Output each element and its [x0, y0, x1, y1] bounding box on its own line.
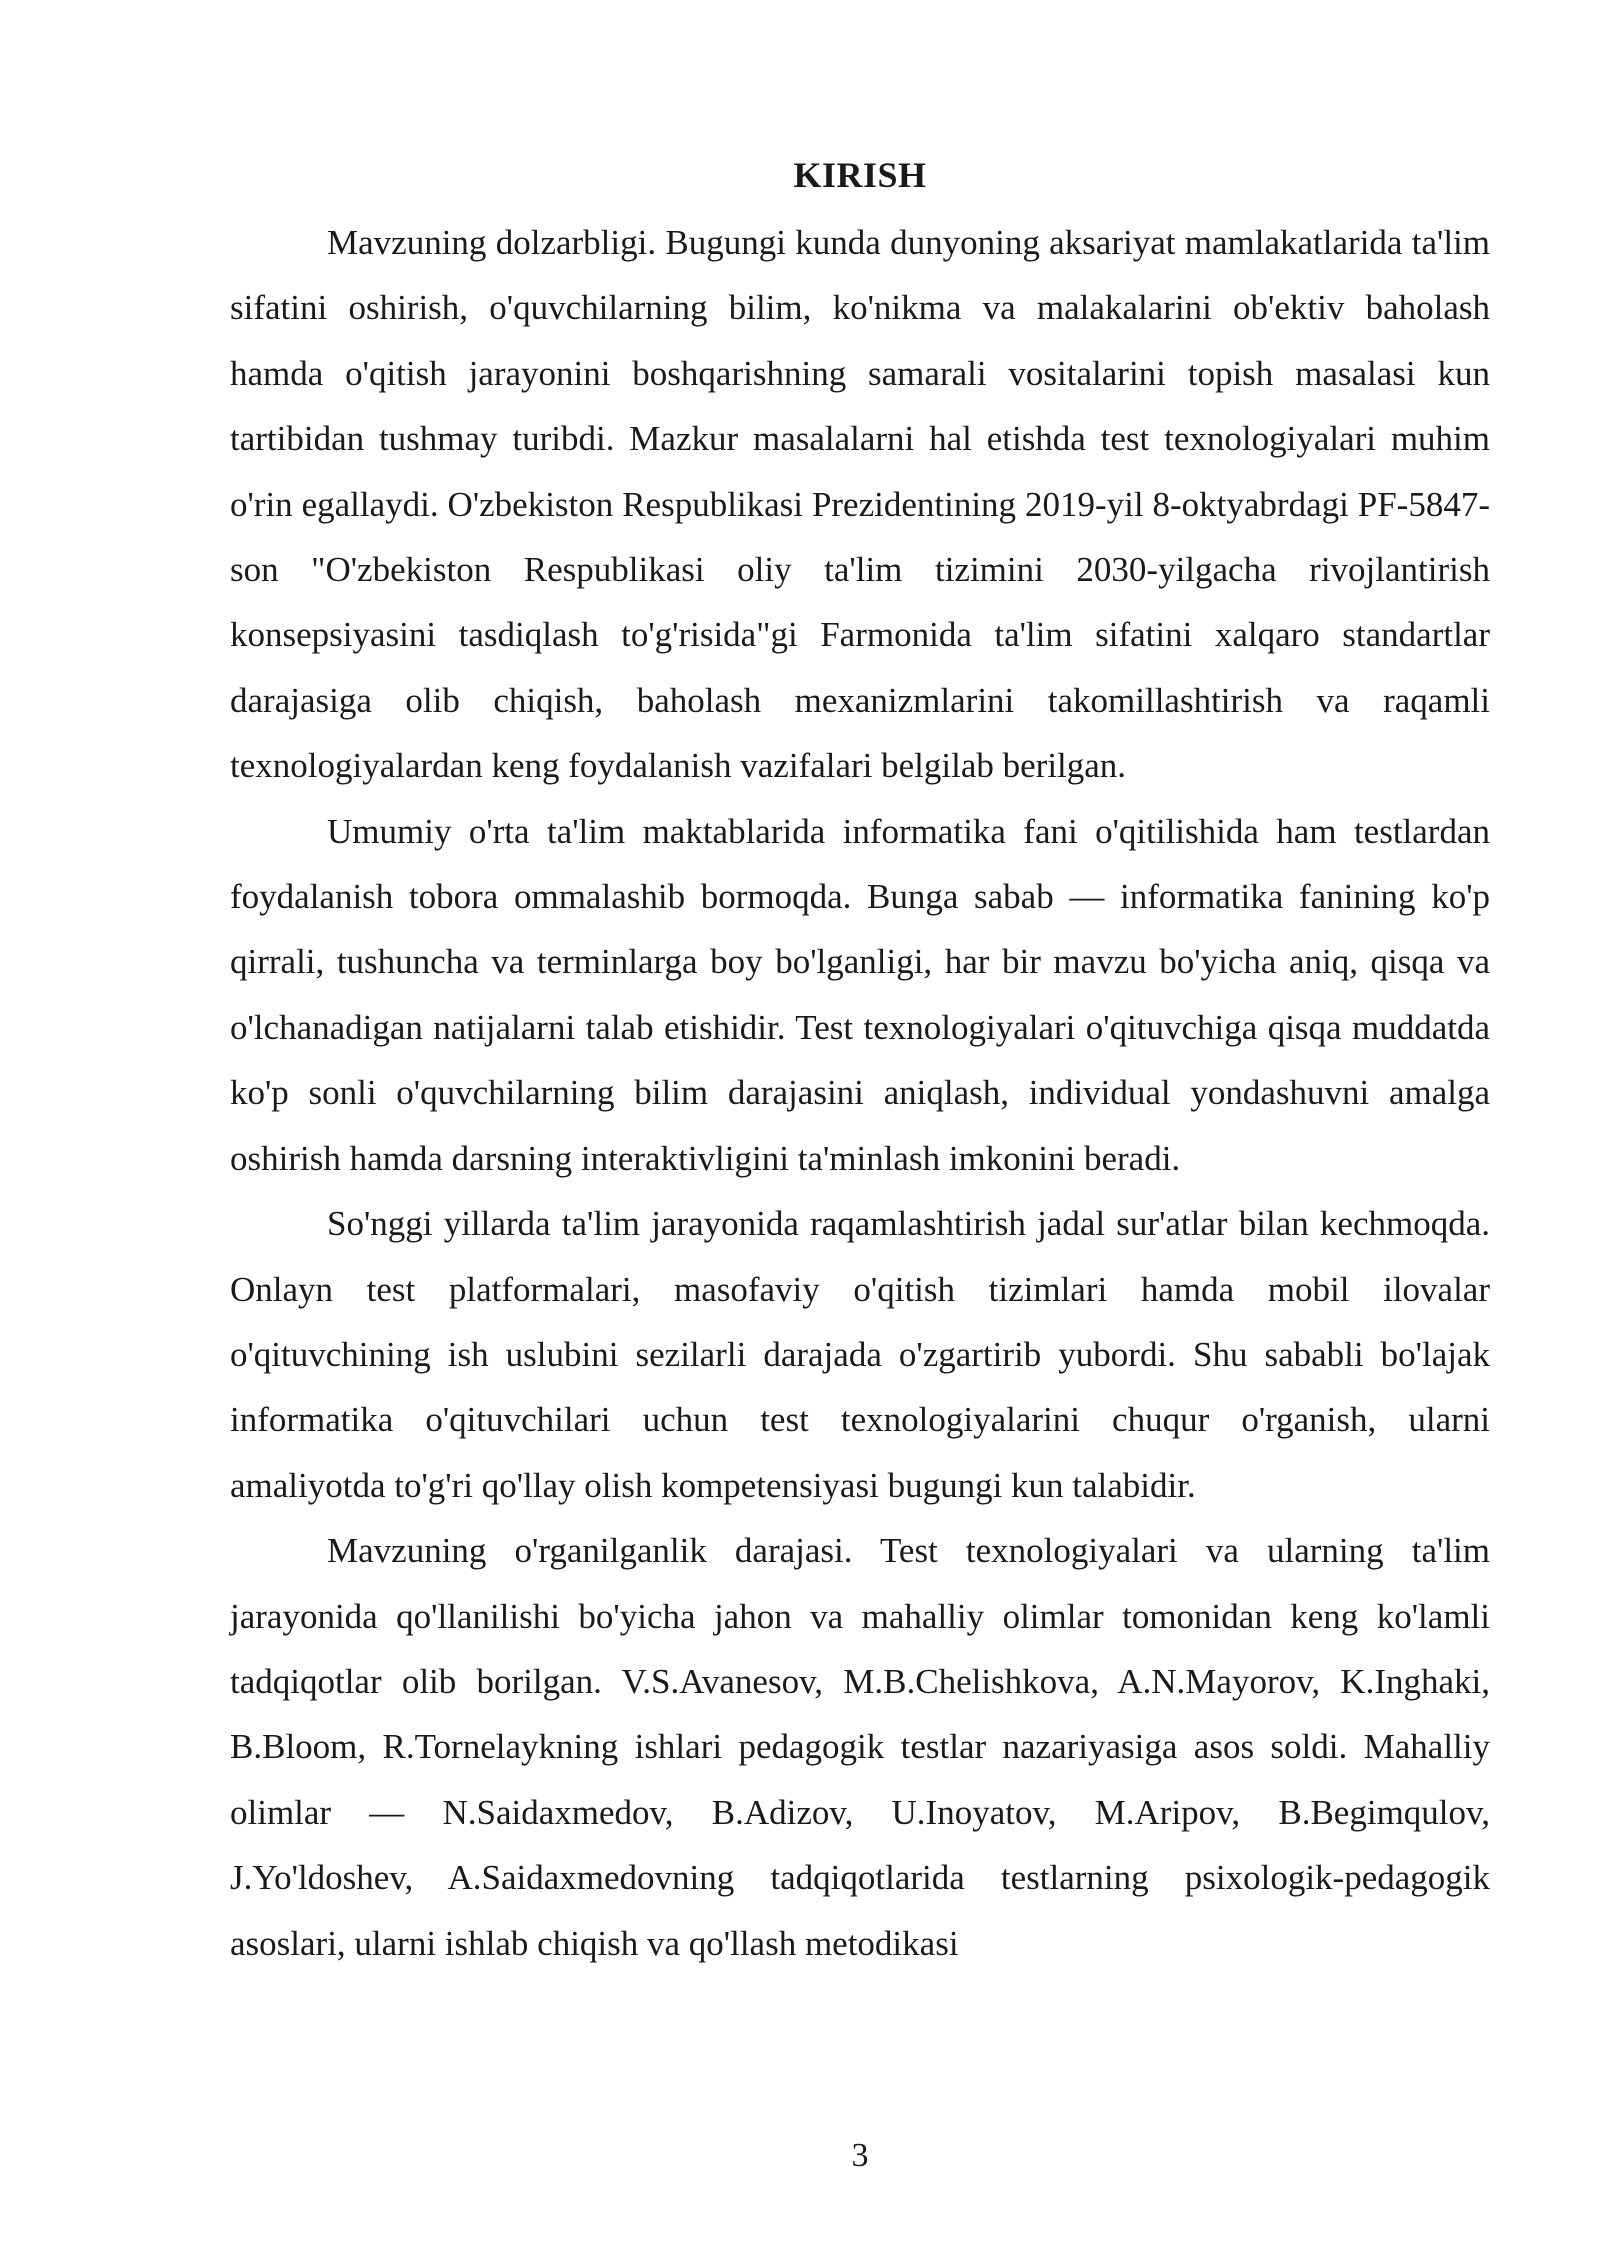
paragraph-digitalization: So'nggi yillarda ta'lim jarayonida raqamlashtirish jadal sur'atlar bilan kechmoqda. Onlayn test platformalari, masofaviy o'qitish tizimlari hamda mobil ilovalar o'qituvchining ish uslubini sezilarli darajada o'zgartirib yubordi. Shu sababli bo'lajak informatika o'qituvchilari uchun test texnologiyalarini chuqur o'rganish, ularni amaliyotda to'g'ri qo'llay olish kompetensiyasi bugungi kun talabidir.	[230, 1204, 1490, 1505]
page-number: 3	[851, 2137, 869, 2174]
paragraph-study-degree: Mavzuning o'rganilganlik darajasi. Test texnologiyalari va ularning ta'lim jarayonida qo'llanilishi bo'yicha jahon va mahalliy olimlar tomonidan keng ko'lamli tadqiqotlar olib borilgan. V.S.Avanesov, M.B.Chelishkova, A.N.Mayorov, K.Inghaki, B.Bloom, R.Tornelaykning ishlari pedagogik testlar nazariyasiga asos soldi. Mahalliy olimlar — N.Saidaxmedov, B.Adizov, U.Inoyatov, M.Aripov, B.Begimqulov, J.Yo'ldoshev, A.Saidaxmedovning tadqiqotlarida testlarning psixologik-pedagogik asoslari, ularni ishlab chiqish va qo'llash metodikasi	[230, 1531, 1490, 1963]
paragraph-relevance: Mavzuning dolzarbligi. Bugungi kunda dunyoning aksariyat mamlakatlarida ta'lim sifatini oshirish, o'quvchilarning bilim, ko'nikma va malakalarini ob'ektiv baholash hamda o'qitish jarayonini boshqarishning samarali vositalarini topish masalasi kun tartibidan tushmay turibdi. Mazkur masalalarni hal etishda test texnologiyalari muhim o'rin egallaydi. O'zbekiston Respublikasi Prezidentining 2019-yil 8-oktyabrdagi PF-5847-son "O'zbekiston Respublikasi oliy ta'lim tizimini 2030-yilgacha rivojlantirish konsepsiyasini tasdiqlash to'g'risida"gi Farmonida ta'lim sifatini xalqaro standartlar darajasiga olib chiqish, baholash mexanizmlarini takomillashtirish va raqamli texnologiyalardan keng foydalanish vazifalari belgilab berilgan.	[230, 223, 1490, 786]
paragraph-informatics-testing: Umumiy o'rta ta'lim maktablarida informatika fani o'qitilishida ham testlardan foydalanish tobora ommalashib bormoqda. Bunga sabab — informatika fanining ko'p qirrali, tushuncha va terminlarga boy bo'lganligi, har bir mavzu bo'yicha aniq, qisqa va o'lchanadigan natijalarni talab etishidir. Test texnologiyalari o'qituvchiga qisqa muddatda ko'p sonli o'quvchilarning bilim darajasini aniqlash, individual yondashuvni amalga oshirish hamda darsning interaktivligini ta'minlash imkonini beradi.	[230, 811, 1490, 1178]
body-text	[230, 210, 1490, 1976]
section-title: KIRISH	[793, 155, 927, 195]
